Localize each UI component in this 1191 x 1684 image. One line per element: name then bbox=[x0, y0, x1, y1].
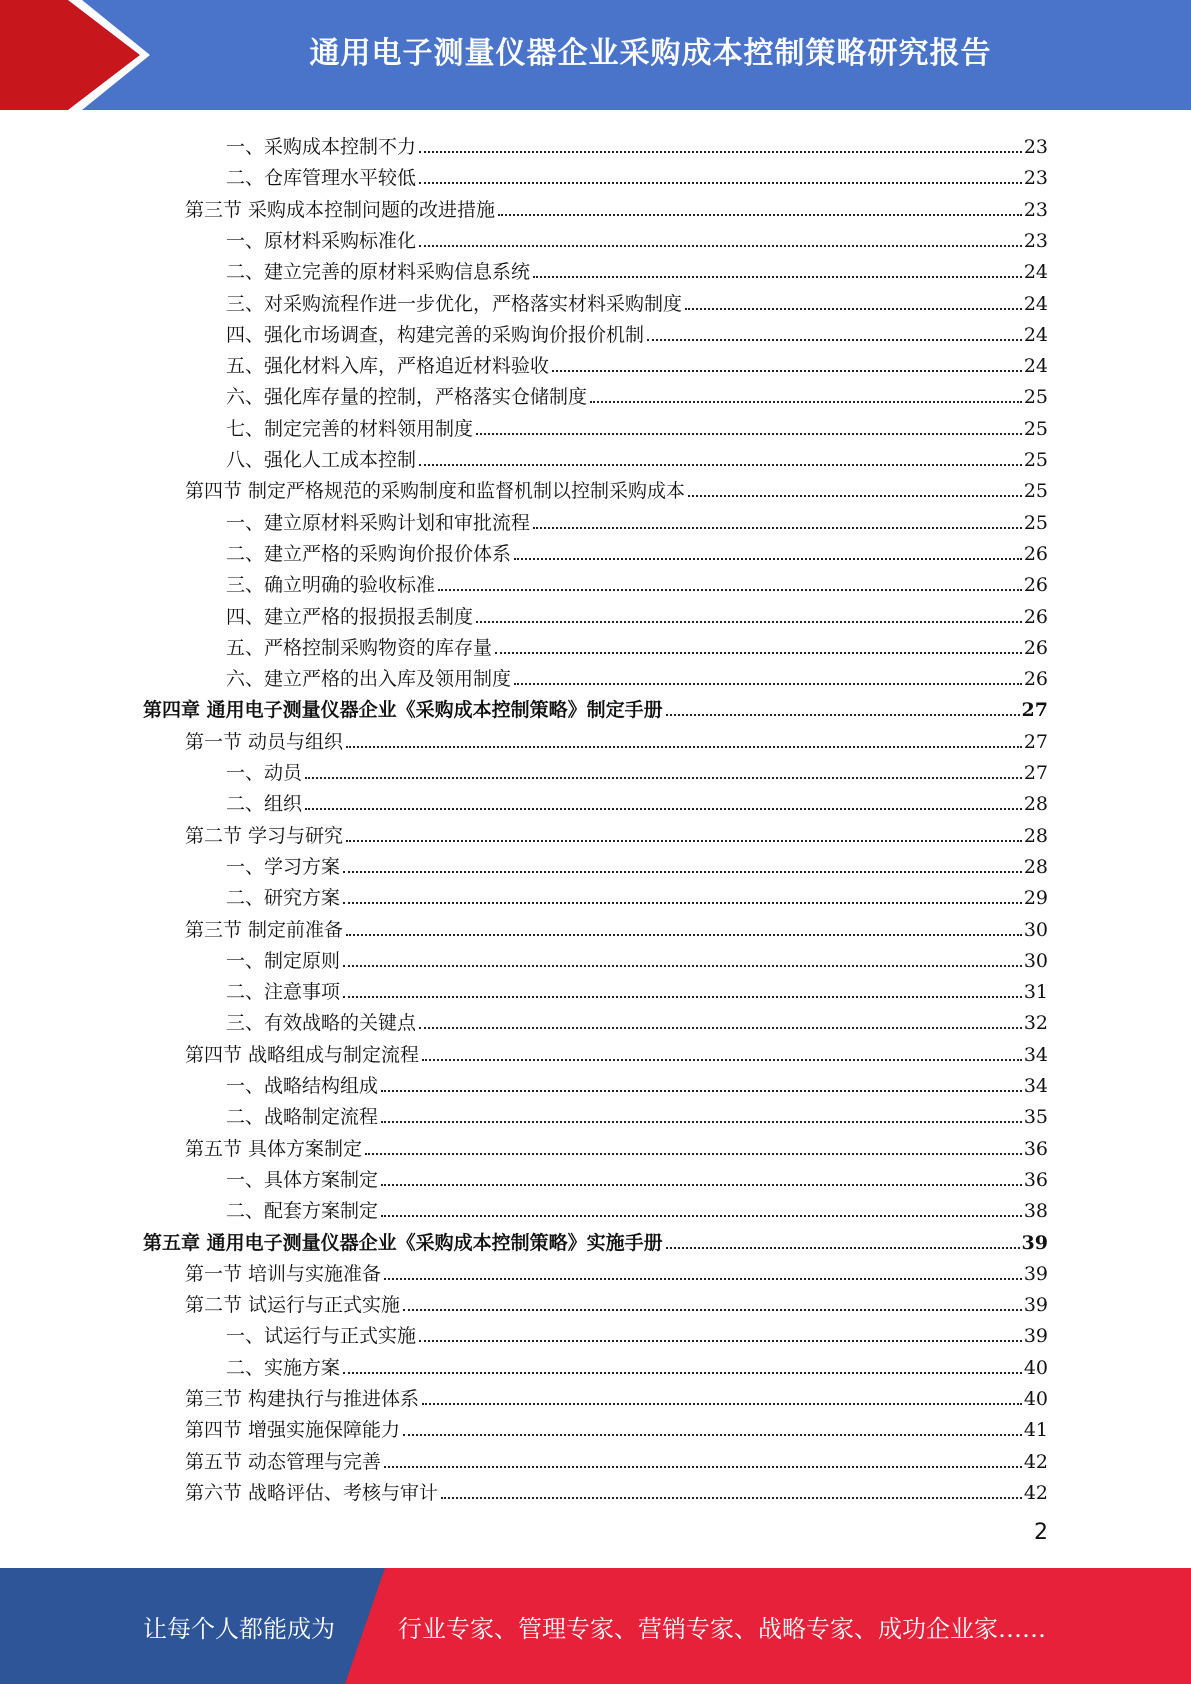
toc-entry[interactable] bbox=[226, 1004, 1048, 1034]
toc-entry-title: 五、强化材料入库，严格追近材料验收 bbox=[226, 355, 550, 378]
toc-entry[interactable] bbox=[185, 1036, 1048, 1066]
toc-entry-page: 24 bbox=[1023, 292, 1048, 315]
toc-dot-leader bbox=[403, 1433, 1022, 1436]
toc-dot-leader bbox=[495, 651, 1022, 654]
toc-dot-leader bbox=[419, 181, 1022, 184]
toc-dot-leader bbox=[422, 1402, 1022, 1405]
toc-entry[interactable] bbox=[226, 942, 1048, 972]
toc-entry-title: 二、组织 bbox=[226, 793, 303, 816]
toc-entry[interactable] bbox=[226, 253, 1048, 283]
toc-dot-leader bbox=[343, 995, 1022, 998]
toc-entry[interactable] bbox=[226, 347, 1048, 377]
toc-entry[interactable] bbox=[185, 1411, 1048, 1441]
toc-entry[interactable] bbox=[226, 785, 1048, 815]
toc-entry[interactable] bbox=[226, 504, 1048, 534]
toc-entry-title: 一、试运行与正式实施 bbox=[226, 1325, 417, 1348]
toc-entry[interactable] bbox=[185, 1286, 1048, 1316]
toc-entry-page: 29 bbox=[1023, 887, 1048, 910]
toc-entry[interactable] bbox=[226, 848, 1048, 878]
toc-entry-page: 24 bbox=[1023, 323, 1048, 346]
footer-slogan-right: 行业专家、管理专家、营销专家、战略专家、成功企业家…… bbox=[398, 1614, 1046, 1643]
toc-entry-page: 30 bbox=[1023, 949, 1048, 972]
toc-entry-page: 40 bbox=[1023, 1388, 1048, 1410]
toc-entry-title: 五、严格控制采购物资的库存量 bbox=[226, 636, 493, 659]
toc-entry-title: 一、制定原则 bbox=[226, 949, 341, 972]
toc-entry[interactable] bbox=[226, 598, 1048, 628]
toc-entry-page: 38 bbox=[1023, 1200, 1048, 1223]
toc-entry[interactable] bbox=[226, 1067, 1048, 1097]
toc-entry[interactable] bbox=[226, 316, 1048, 346]
toc-entry-page: 23 bbox=[1023, 167, 1048, 190]
toc-entry-page: 34 bbox=[1023, 1043, 1048, 1066]
toc-entry-title: 二、建立完善的原材料采购信息系统 bbox=[226, 261, 531, 284]
toc-dot-leader bbox=[419, 1339, 1022, 1342]
toc-entry-page: 27 bbox=[1021, 699, 1048, 722]
toc-entry[interactable] bbox=[185, 1474, 1048, 1504]
toc-entry-page: 26 bbox=[1023, 605, 1048, 628]
toc-entry[interactable] bbox=[226, 222, 1048, 252]
toc-entry-title: 一、学习方案 bbox=[226, 855, 341, 878]
toc-dot-leader bbox=[476, 620, 1022, 623]
toc-entry-page: 24 bbox=[1023, 355, 1048, 378]
toc-dot-leader bbox=[384, 1277, 1022, 1280]
toc-entry-page: 42 bbox=[1023, 1450, 1048, 1473]
toc-entry[interactable] bbox=[143, 691, 1048, 721]
toc-entry-page: 26 bbox=[1023, 636, 1048, 659]
toc-dot-leader bbox=[666, 713, 1020, 716]
toc-entry-title: 二、配套方案制定 bbox=[226, 1200, 379, 1223]
toc-entry-title: 三、确立明确的验收标准 bbox=[226, 574, 436, 597]
page-header bbox=[0, 0, 1191, 110]
toc-entry-title: 第三节 采购成本控制问题的改进措施 bbox=[185, 198, 496, 221]
toc-entry-page: 25 bbox=[1023, 511, 1048, 534]
toc-entry-page: 39 bbox=[1021, 1231, 1048, 1254]
toc-entry-title: 第五节 具体方案制定 bbox=[185, 1137, 363, 1160]
toc-dot-leader bbox=[422, 1058, 1022, 1061]
toc-entry-page: 41 bbox=[1023, 1419, 1048, 1442]
toc-dot-leader bbox=[381, 1089, 1022, 1092]
toc-entry[interactable] bbox=[185, 1443, 1048, 1473]
toc-entry-page: 36 bbox=[1023, 1168, 1048, 1191]
toc-entry-title: 二、研究方案 bbox=[226, 887, 341, 910]
toc-entry[interactable] bbox=[226, 660, 1048, 690]
toc-entry-title: 二、建立严格的采购询价报价体系 bbox=[226, 542, 512, 565]
toc-dot-leader bbox=[441, 1496, 1022, 1499]
toc-dot-leader bbox=[514, 557, 1022, 560]
toc-entry[interactable] bbox=[226, 378, 1048, 408]
toc-entry-title: 第三节 构建执行与推进体系 bbox=[185, 1388, 420, 1410]
toc-entry[interactable] bbox=[185, 1130, 1048, 1160]
toc-entry[interactable] bbox=[226, 128, 1048, 158]
toc-entry[interactable] bbox=[185, 1255, 1048, 1285]
toc-entry[interactable] bbox=[226, 1317, 1048, 1347]
toc-entry-title: 一、采购成本控制不力 bbox=[226, 136, 417, 158]
toc-entry-page: 35 bbox=[1023, 1106, 1048, 1129]
toc-entry[interactable] bbox=[226, 1349, 1048, 1379]
toc-dot-leader bbox=[498, 213, 1022, 216]
toc-entry-page: 25 bbox=[1023, 417, 1048, 440]
toc-entry-title: 四、建立严格的报损报丢制度 bbox=[226, 605, 474, 628]
toc-entry-title: 六、建立严格的出入库及领用制度 bbox=[226, 668, 512, 691]
toc-entry-title: 一、动员 bbox=[226, 762, 303, 784]
toc-entry-title: 三、有效战略的关键点 bbox=[226, 1012, 417, 1035]
toc-dot-leader bbox=[419, 244, 1022, 247]
toc-entry-title: 第四章 通用电子测量仪器企业《采购成本控制策略》制定手册 bbox=[143, 699, 663, 722]
toc-dot-leader bbox=[685, 307, 1022, 310]
toc-dot-leader bbox=[381, 1183, 1022, 1186]
toc-entry-title: 七、制定完善的材料领用制度 bbox=[226, 417, 474, 440]
toc-entry-page: 23 bbox=[1023, 198, 1048, 221]
toc-entry-page: 39 bbox=[1023, 1325, 1048, 1348]
toc-entry-page: 27 bbox=[1023, 762, 1048, 784]
toc-entry-page: 23 bbox=[1023, 136, 1048, 158]
report-title: 通用电子测量仪器企业采购成本控制策略研究报告 bbox=[309, 36, 992, 71]
toc-entry-page: 28 bbox=[1023, 824, 1048, 847]
toc-dot-leader bbox=[381, 1120, 1022, 1123]
toc-entry-title: 二、战略制定流程 bbox=[226, 1106, 379, 1129]
toc-entry-title: 一、战略结构组成 bbox=[226, 1075, 379, 1097]
toc-dot-leader bbox=[403, 1308, 1022, 1311]
toc-entry-page: 39 bbox=[1023, 1294, 1048, 1317]
toc-entry-page: 28 bbox=[1023, 793, 1048, 816]
toc-dot-leader bbox=[476, 432, 1022, 435]
toc-entry[interactable] bbox=[226, 973, 1048, 1003]
toc-entry-page: 27 bbox=[1023, 730, 1048, 753]
toc-entry[interactable] bbox=[226, 285, 1048, 315]
toc-entry-title: 第五节 动态管理与完善 bbox=[185, 1450, 382, 1473]
toc-entry[interactable] bbox=[226, 535, 1048, 565]
toc-dot-leader bbox=[647, 338, 1022, 341]
toc-entry-title: 二、注意事项 bbox=[226, 981, 341, 1004]
toc-entry-page: 25 bbox=[1023, 386, 1048, 409]
toc-entry[interactable] bbox=[226, 1161, 1048, 1191]
toc-entry-page: 42 bbox=[1023, 1481, 1048, 1504]
toc-entry-page: 28 bbox=[1023, 855, 1048, 878]
toc-entry-page: 30 bbox=[1023, 918, 1048, 941]
toc-entry[interactable] bbox=[226, 1192, 1048, 1222]
toc-entry-title: 一、具体方案制定 bbox=[226, 1168, 379, 1191]
toc-entry-page: 34 bbox=[1023, 1075, 1048, 1097]
toc-entry[interactable] bbox=[226, 566, 1048, 596]
toc-entry[interactable] bbox=[226, 410, 1048, 440]
toc-entry-title: 第四节 制定严格规范的采购制度和监督机制以控制采购成本 bbox=[185, 480, 686, 503]
toc-entry-page: 36 bbox=[1023, 1137, 1048, 1160]
toc-entry[interactable] bbox=[185, 472, 1048, 502]
toc-entry-page: 23 bbox=[1023, 229, 1048, 252]
toc-entry-page: 26 bbox=[1023, 542, 1048, 565]
toc-entry-page: 40 bbox=[1023, 1356, 1048, 1379]
toc-entry-title: 第四节 增强实施保障能力 bbox=[185, 1419, 401, 1442]
toc-dot-leader bbox=[552, 369, 1022, 372]
toc-entry-title: 第四节 战略组成与制定流程 bbox=[185, 1043, 420, 1066]
toc-dot-leader bbox=[419, 463, 1022, 466]
toc-dot-leader bbox=[346, 839, 1022, 842]
toc-entry[interactable] bbox=[185, 911, 1048, 941]
toc-dot-leader bbox=[514, 682, 1022, 685]
toc-entry-title: 三、对采购流程作进一步优化，严格落实材料采购制度 bbox=[226, 292, 683, 315]
toc-dot-leader bbox=[384, 1465, 1022, 1468]
toc-dot-leader bbox=[343, 1371, 1022, 1374]
toc-entry[interactable] bbox=[185, 1380, 1048, 1410]
toc-entry-title: 第二节 学习与研究 bbox=[185, 824, 344, 847]
toc-dot-leader bbox=[346, 745, 1022, 748]
toc-entry-title: 八、强化人工成本控制 bbox=[226, 449, 417, 471]
toc-dot-leader bbox=[365, 1152, 1022, 1155]
toc-entry[interactable] bbox=[226, 441, 1048, 471]
toc-entry-title: 第五章 通用电子测量仪器企业《采购成本控制策略》实施手册 bbox=[143, 1231, 663, 1254]
toc-entry-title: 第二节 试运行与正式实施 bbox=[185, 1294, 401, 1317]
toc-entry[interactable] bbox=[185, 723, 1048, 753]
toc-dot-leader bbox=[438, 588, 1022, 591]
toc-entry-title: 第六节 战略评估、考核与审计 bbox=[185, 1481, 439, 1504]
toc-entry-page: 31 bbox=[1023, 981, 1048, 1004]
toc-entry[interactable] bbox=[185, 817, 1048, 847]
page-footer bbox=[0, 1568, 1191, 1684]
toc-dot-leader bbox=[419, 150, 1022, 153]
toc-dot-leader bbox=[381, 1214, 1022, 1217]
toc-dot-leader bbox=[343, 901, 1022, 904]
toc-entry-title: 一、建立原材料采购计划和审批流程 bbox=[226, 511, 531, 534]
toc-dot-leader bbox=[346, 933, 1022, 936]
toc-dot-leader bbox=[343, 870, 1022, 873]
toc-dot-leader bbox=[590, 400, 1022, 403]
toc-dot-leader bbox=[533, 275, 1022, 278]
toc-dot-leader bbox=[305, 776, 1022, 779]
toc-entry-title: 第三节 制定前准备 bbox=[185, 918, 344, 941]
toc-entry-page: 24 bbox=[1023, 261, 1048, 284]
toc-entry-page: 32 bbox=[1023, 1012, 1048, 1035]
toc-entry-title: 二、仓库管理水平较低 bbox=[226, 167, 417, 190]
toc-entry-title: 一、原材料采购标准化 bbox=[226, 229, 417, 252]
toc-entry[interactable] bbox=[226, 1098, 1048, 1128]
toc-entry[interactable] bbox=[143, 1224, 1048, 1254]
page-number: 2 bbox=[1034, 1520, 1048, 1545]
toc-entry-page: 39 bbox=[1023, 1262, 1048, 1285]
toc-dot-leader bbox=[305, 807, 1022, 810]
toc-dot-leader bbox=[533, 526, 1022, 529]
toc-dot-leader bbox=[666, 1246, 1020, 1249]
toc-entry-page: 25 bbox=[1023, 449, 1048, 471]
toc-entry[interactable] bbox=[185, 191, 1048, 221]
toc-entry-title: 二、实施方案 bbox=[226, 1356, 341, 1379]
toc-entry[interactable] bbox=[226, 159, 1048, 189]
toc-entry-page: 25 bbox=[1023, 480, 1048, 503]
toc-entry-title: 第一节 动员与组织 bbox=[185, 730, 344, 753]
toc-entry-title: 第一节 培训与实施准备 bbox=[185, 1262, 382, 1285]
toc-dot-leader bbox=[343, 964, 1022, 967]
toc-entry-title: 六、强化库存量的控制，严格落实仓储制度 bbox=[226, 386, 588, 409]
toc-entry-title: 四、强化市场调查，构建完善的采购询价报价机制 bbox=[226, 323, 645, 346]
toc-dot-leader bbox=[419, 1026, 1022, 1029]
toc-dot-leader bbox=[688, 494, 1022, 497]
toc-entry[interactable] bbox=[226, 879, 1048, 909]
toc-entry[interactable] bbox=[226, 629, 1048, 659]
footer-slogan-left: 让每个人都能成为 bbox=[143, 1614, 335, 1643]
toc-entry[interactable] bbox=[226, 754, 1048, 784]
toc-entry-page: 26 bbox=[1023, 668, 1048, 691]
toc-entry-page: 26 bbox=[1023, 574, 1048, 597]
